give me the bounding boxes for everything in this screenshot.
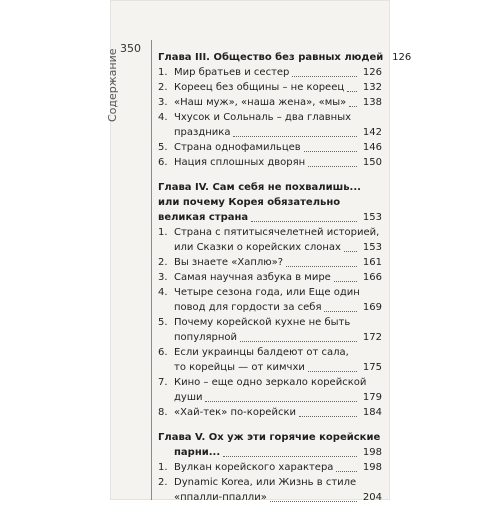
item-title-line: «ппалли-ппалли» bbox=[174, 492, 267, 503]
dot-leader bbox=[336, 470, 357, 472]
item-page: 132 bbox=[362, 82, 382, 93]
table-of-contents bbox=[158, 50, 412, 508]
item-title: «Наш муж», «наша жена», «мы» bbox=[174, 97, 347, 108]
toc-item bbox=[158, 140, 382, 155]
item-page: 142 bbox=[362, 127, 382, 138]
item-number: 6. bbox=[158, 157, 168, 168]
dot-leader bbox=[344, 250, 357, 252]
item-page: 153 bbox=[362, 242, 382, 253]
item-page: 179 bbox=[362, 392, 382, 403]
vertical-divider bbox=[151, 40, 152, 500]
chapter-3 bbox=[158, 50, 412, 170]
item-number: 1. bbox=[158, 67, 168, 78]
item-title-line: праздника bbox=[174, 127, 231, 138]
item-title-line: то корейцы — от кимчхи bbox=[174, 362, 305, 373]
toc-item bbox=[158, 405, 382, 420]
item-number: 1. bbox=[158, 227, 168, 238]
toc-item bbox=[158, 225, 382, 255]
dot-leader bbox=[349, 105, 357, 107]
dot-leader bbox=[233, 135, 357, 137]
chapter-title-line: Глава IV. Сам себя не похвалишь... bbox=[158, 182, 361, 193]
chapter-title-line: или почему Корея обязательно bbox=[158, 197, 341, 208]
dot-leader bbox=[223, 455, 357, 457]
item-number: 5. bbox=[158, 317, 168, 328]
toc-item bbox=[158, 110, 382, 140]
page-number: 350 bbox=[120, 42, 141, 55]
toc-item bbox=[158, 285, 382, 315]
toc-item bbox=[158, 255, 382, 270]
dot-leader bbox=[251, 220, 357, 222]
toc-item bbox=[158, 460, 382, 475]
item-title-line: Четыре сезона года, или Еще один bbox=[174, 287, 360, 298]
item-title-line: Dynamic Korea, или Жизнь в стиле bbox=[174, 477, 357, 488]
item-page: 166 bbox=[362, 272, 382, 283]
item-page: 198 bbox=[362, 462, 382, 473]
chapter-title-text: Глава III. Общество без равных людей bbox=[158, 52, 384, 63]
chapter-title-line: великая страна bbox=[158, 212, 249, 223]
item-number: 6. bbox=[158, 347, 168, 358]
item-title-line: Чхусок и Сольналь – два главных bbox=[174, 112, 352, 123]
dot-leader bbox=[334, 280, 357, 282]
item-number: 8. bbox=[158, 407, 168, 418]
item-title: Вулкан корейского характера bbox=[174, 462, 334, 473]
item-number: 3. bbox=[158, 97, 168, 108]
chapter-title-line: Глава V. Ох уж эти горячие корейские bbox=[158, 432, 381, 443]
dot-leader bbox=[308, 165, 357, 167]
item-title-line: популярной bbox=[174, 332, 238, 343]
dot-leader bbox=[240, 340, 357, 342]
section-label: Содержание bbox=[106, 48, 119, 122]
chapter-4 bbox=[158, 180, 382, 420]
item-title-line: Страна с пятитысячелетней историей, bbox=[174, 227, 380, 238]
item-number: 1. bbox=[158, 462, 168, 473]
toc-item bbox=[158, 95, 382, 110]
dot-leader bbox=[292, 75, 357, 77]
toc-item bbox=[158, 80, 382, 95]
item-page: 126 bbox=[362, 67, 382, 78]
book-page bbox=[106, 0, 412, 503]
item-title: Нация сплошных дворян bbox=[174, 157, 306, 168]
item-title: Мир братьев и сестер bbox=[174, 67, 290, 78]
item-title: «Хай-тек» по-корейски bbox=[174, 407, 296, 418]
dot-leader bbox=[304, 150, 357, 152]
item-number: 2. bbox=[158, 257, 168, 268]
item-title-line: повод для гордости за себя bbox=[174, 302, 322, 313]
toc-item bbox=[158, 315, 382, 345]
chapter-title bbox=[158, 430, 382, 460]
chapter-title bbox=[158, 180, 382, 225]
toc-item bbox=[158, 270, 382, 285]
item-page: 138 bbox=[362, 97, 382, 108]
item-page: 146 bbox=[362, 142, 382, 153]
item-title-line: души bbox=[174, 392, 203, 403]
item-page: 172 bbox=[362, 332, 382, 343]
toc-item bbox=[158, 345, 382, 375]
chapter-page: 126 bbox=[392, 52, 412, 63]
dot-leader bbox=[347, 90, 357, 92]
item-title: Вы знаете «Хаплю»? bbox=[174, 257, 284, 268]
item-page: 204 bbox=[362, 492, 382, 503]
item-page: 184 bbox=[362, 407, 382, 418]
item-title: Кореец без общины – не кореец bbox=[174, 82, 345, 93]
chapter-page: 153 bbox=[362, 212, 382, 223]
item-title: Самая научная азбука в мире bbox=[174, 272, 331, 283]
item-number: 5. bbox=[158, 142, 168, 153]
dot-leader bbox=[308, 370, 357, 372]
item-title-line: или Сказки о корейских слонах bbox=[174, 242, 341, 253]
item-title-line: Почему корейской кухне не быть bbox=[174, 317, 351, 328]
toc-item bbox=[158, 475, 382, 505]
dot-leader bbox=[286, 265, 357, 267]
dot-leader bbox=[299, 415, 357, 417]
item-number: 3. bbox=[158, 272, 168, 283]
item-title-line: Если украинцы балдеют от сала, bbox=[174, 347, 349, 358]
chapter-title bbox=[158, 50, 412, 65]
chapter-page: 198 bbox=[362, 447, 382, 458]
item-page: 169 bbox=[362, 302, 382, 313]
toc-item bbox=[158, 375, 382, 405]
item-page: 175 bbox=[362, 362, 382, 373]
item-page: 150 bbox=[362, 157, 382, 168]
item-page: 161 bbox=[362, 257, 382, 268]
item-number: 2. bbox=[158, 82, 168, 93]
item-number: 7. bbox=[158, 377, 168, 388]
chapter-5 bbox=[158, 430, 382, 505]
dot-leader bbox=[270, 500, 357, 502]
chapter-title-line: парни... bbox=[174, 447, 221, 458]
toc-item bbox=[158, 65, 382, 80]
item-number: 4. bbox=[158, 112, 168, 123]
dot-leader bbox=[205, 400, 357, 402]
toc-item bbox=[158, 155, 382, 170]
item-number: 2. bbox=[158, 477, 168, 488]
item-title-line: Кино – еще одно зеркало корейской bbox=[174, 377, 367, 388]
item-title: Страна однофамильцев bbox=[174, 142, 301, 153]
item-number: 4. bbox=[158, 287, 168, 298]
dot-leader bbox=[324, 310, 357, 312]
